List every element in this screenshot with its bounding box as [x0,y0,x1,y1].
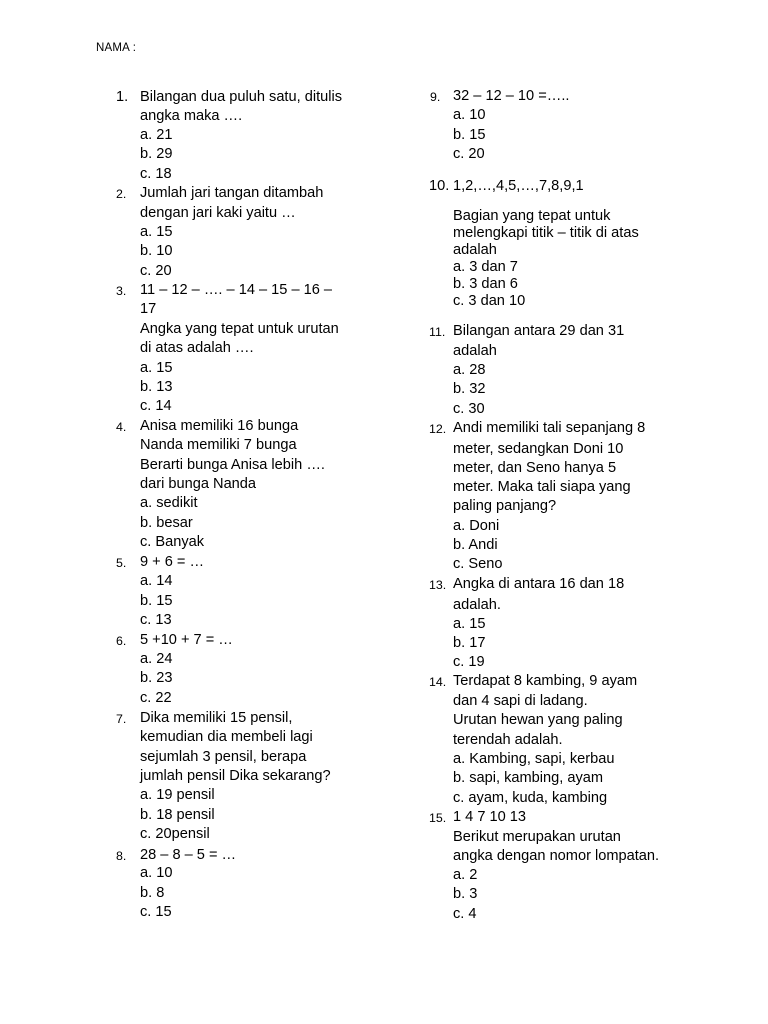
question-text-line: terendah adalah. [453,732,563,748]
question-text-line: meter, sedangkan Doni 10 [453,441,624,457]
answer-option: b. 10 [140,243,173,259]
answer-option: c. 3 dan 10 [453,293,526,309]
answer-option: b. sapi, kambing, ayam [453,770,604,786]
question-number: 10. [429,178,450,194]
question-text-line: Terdapat 8 kambing, 9 ayam [453,673,638,689]
question-text-line: 32 – 12 – 10 =….. [453,88,570,104]
answer-option: c. 14 [140,398,172,414]
answer-option: b. 13 [140,379,173,395]
answer-option: c. Seno [453,556,503,572]
answer-option: c. 30 [453,401,485,417]
question-text-line: jumlah pensil Dika sekarang? [140,768,331,784]
question-text-line: paling panjang? [453,498,557,514]
nama-label: NAMA : [96,42,137,54]
question-text-line: Andi memiliki tali sepanjang 8 [453,420,646,436]
answer-option: b. 15 [140,593,173,609]
answer-option: a. 3 dan 7 [453,259,518,275]
question-text-line: Bilangan antara 29 dan 31 [453,323,625,339]
question-text-line: melengkapi titik – titik di atas [453,225,639,241]
answer-option: a. 10 [140,865,173,881]
question-number: 4. [116,420,127,434]
answer-option: c. 18 [140,166,172,182]
question-number: 2. [116,187,127,201]
answer-option: b. 23 [140,670,173,686]
answer-option: b. 3 dan 6 [453,276,518,292]
question-text-line: dari bunga Nanda [140,476,257,492]
answer-option: a. Kambing, sapi, kerbau [453,751,615,767]
question-text-line: adalah [453,343,497,359]
question-text-line: 28 – 8 – 5 = … [140,847,237,863]
answer-option: c. 20 [140,263,172,279]
question-text-line: 5 +10 + 7 = … [140,632,233,648]
answer-option: a. 15 [453,616,486,632]
answer-option: a. 24 [140,651,173,667]
answer-option: a. 2 [453,867,478,883]
answer-option: a. 21 [140,127,173,143]
answer-option: b. besar [140,515,193,531]
answer-option: a. 28 [453,362,486,378]
question-text-line: dan 4 sapi di ladang. [453,693,588,709]
answer-option: b. 15 [453,127,486,143]
question-number: 14. [429,675,447,689]
answer-option: b. 18 pensil [140,807,215,823]
answer-option: a. 10 [453,107,486,123]
answer-option: b. 8 [140,885,165,901]
answer-option: c. 15 [140,904,172,920]
question-text-line: Bilangan dua puluh satu, ditulis [140,89,343,105]
answer-option: a. sedikit [140,495,198,511]
answer-option: b. 17 [453,635,486,651]
question-text-line: angka maka …. [140,108,243,124]
question-text-line: meter, dan Seno hanya 5 [453,460,617,476]
question-number: 11. [429,325,446,339]
question-text-line: 1 4 7 10 13 [453,809,527,825]
question-text-line: Anisa memiliki 16 bunga [140,418,299,434]
question-text-line: 11 – 12 – …. – 14 – 15 – 16 – [140,282,333,298]
question-text-line: Angka di antara 16 dan 18 [453,576,625,592]
answer-option: b. Andi [453,537,498,553]
answer-option: a. 15 [140,360,173,376]
answer-option: b. 3 [453,886,478,902]
answer-option: c. 13 [140,612,172,628]
question-text-line: Berarti bunga Anisa lebih …. [140,457,325,473]
question-number: 12. [429,422,447,436]
question-number: 6. [116,634,127,648]
question-number: 5. [116,556,127,570]
question-number: 3. [116,284,127,298]
answer-option: a. Doni [453,518,500,534]
answer-option: a. 19 pensil [140,787,215,803]
answer-option: a. 14 [140,573,173,589]
question-number: 15. [429,811,447,825]
question-text-line: angka dengan nomor lompatan. [453,848,660,864]
question-number: 8. [116,849,127,863]
answer-option: b. 32 [453,381,486,397]
question-text-line: Bagian yang tepat untuk [453,208,611,224]
question-text-line: Urutan hewan yang paling [453,712,623,728]
question-text-line: Jumlah jari tangan ditambah [140,185,324,201]
question-text-line: sejumlah 3 pensil, berapa [140,749,307,765]
question-text-line: Berikut merupakan urutan [453,829,621,845]
question-number: 9. [430,90,441,104]
question-number: 1. [116,89,129,105]
question-number: 13. [429,578,447,592]
question-text-line: di atas adalah …. [140,340,254,356]
question-text-line: 17 [140,301,157,317]
answer-option: c. ayam, kuda, kambing [453,790,608,806]
answer-option: c. 19 [453,654,485,670]
answer-option: c. 22 [140,690,172,706]
question-text-line: adalah. [453,597,501,613]
question-text-line: dengan jari kaki yaitu … [140,205,296,221]
question-number: 7. [116,712,127,726]
question-text-line: Angka yang tepat untuk urutan [140,321,339,337]
question-text-line: kemudian dia membeli lagi [140,729,313,745]
answer-option: b. 29 [140,146,173,162]
answer-option: c. 20pensil [140,826,210,842]
question-text-line: 9 + 6 = … [140,554,205,570]
question-text-line: adalah [453,242,497,258]
answer-option: a. 15 [140,224,173,240]
answer-option: c. Banyak [140,534,205,550]
question-text-line: 1,2,…,4,5,…,7,8,9,1 [453,178,584,194]
question-text-line: Nanda memiliki 7 bunga [140,437,297,453]
answer-option: c. 4 [453,906,477,922]
question-text-line: Dika memiliki 15 pensil, [140,710,293,726]
question-text-line: meter. Maka tali siapa yang [453,479,631,495]
answer-option: c. 20 [453,146,485,162]
